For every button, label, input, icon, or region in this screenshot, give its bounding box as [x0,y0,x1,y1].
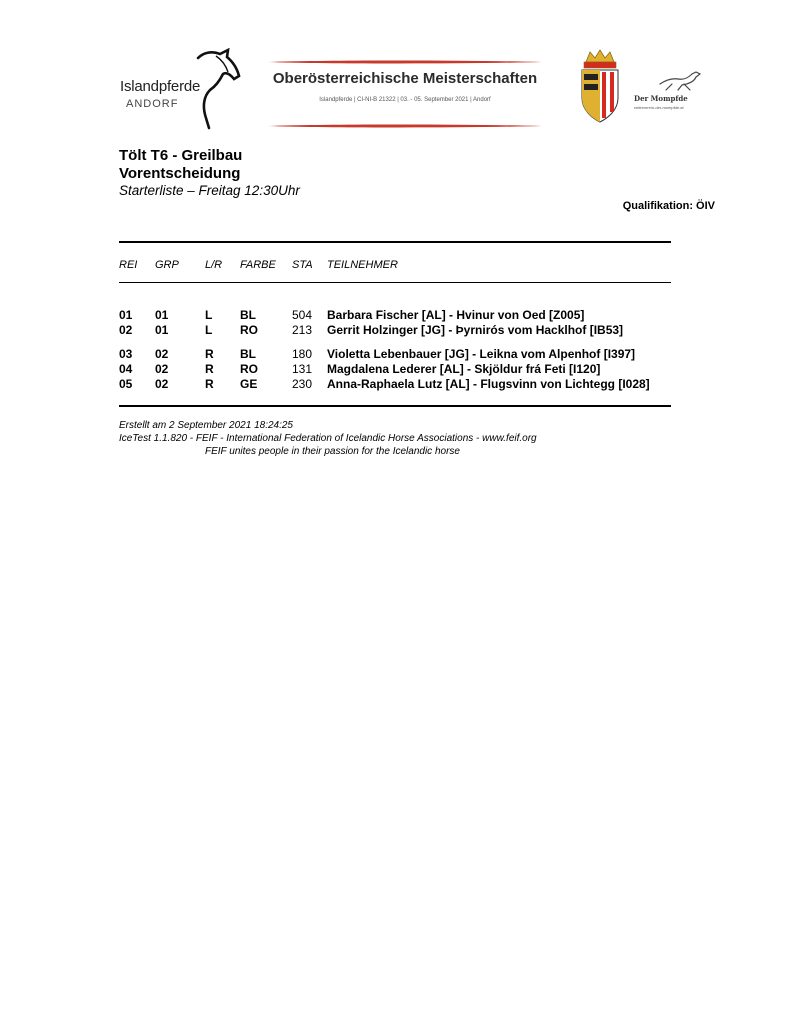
column-header-lr: L/R [205,259,223,271]
column-header-sta: STA [292,259,313,271]
qualification-label: Qualifikation: ÖIV [622,200,715,212]
cell-rei: 04 [119,362,133,376]
cell-lr: L [205,323,213,337]
column-header-teilnehmer: TEILNEHMER [327,259,398,271]
divider-top [119,241,671,243]
cell-teilnehmer: Violetta Lebenbauer [JG] - Leikna vom Alpenhof [I397] [327,347,636,361]
islandpferde-andorf-logo [118,48,243,130]
divider-header [119,282,671,283]
cell-sta: 504 [292,308,313,322]
cell-rei: 02 [119,323,133,337]
table-row [0,347,791,361]
table-row [0,308,791,322]
cell-rei: 01 [119,308,133,322]
cell-teilnehmer: Magdalena Lederer [AL] - Skjöldur frá Feti [I120] [327,362,601,376]
cell-grp: 02 [155,347,169,361]
cell-sta: 131 [292,362,313,376]
banner-stripe-top [266,52,544,58]
logo-text-line2: ANDORF [126,98,179,110]
cell-farbe: BL [240,347,256,361]
cell-rei: 05 [119,377,133,391]
column-header-rei: REI [119,259,138,271]
cell-farbe: RO [240,362,258,376]
cell-farbe: GE [240,377,258,391]
banner-stripe-bottom [266,116,544,122]
cell-teilnehmer: Barbara Fischer [AL] - Hvinur von Oed [Z005] [327,308,585,322]
cell-sta: 213 [292,323,313,337]
software-credit: IceTest 1.1.820 - FEIF - International Federation of Icelandic Horse Associations - www.feif.org [119,433,537,444]
table-row [0,362,791,376]
cell-grp: 01 [155,308,169,322]
column-header-grp: GRP [155,259,179,271]
banner-subtitle: Islandpferde | CI-NI-B 21322 | 03. - 05. September 2021 | Andorf [319,97,491,103]
cell-farbe: RO [240,323,258,337]
divider-bottom [119,405,671,407]
table-header [0,259,791,273]
logo-text-line1: Islandpferde [120,78,201,95]
cell-sta: 180 [292,347,313,361]
cell-lr: R [205,377,214,391]
created-timestamp: Erstellt am 2 September 2021 18:24:25 [119,420,293,431]
running-horse-icon [658,68,702,92]
horse-head-icon [196,48,242,130]
cell-lr: L [205,308,213,322]
cell-grp: 01 [155,323,169,337]
championship-banner [266,52,544,124]
start-info: Starterliste – Freitag 12:30Uhr [119,183,300,198]
table-row [0,323,791,337]
column-header-farbe: FARBE [240,259,276,271]
table-row [0,377,791,391]
banner-title: Oberösterreichische Meisterschaften [272,70,538,87]
upper-austria-coat-of-arms-icon [578,48,622,129]
cell-sta: 230 [292,377,313,391]
cell-teilnehmer: Anna-Raphaela Lutz [AL] - Flugsvinn von Lichtegg [I028] [327,377,650,391]
cell-lr: R [205,347,214,361]
discipline-title: Tölt T6 - Greilbau [119,147,243,164]
feif-slogan: FEIF unites people in their passion for the Icelandic horse [205,446,460,457]
cell-grp: 02 [155,362,169,376]
right-logo-title: Der Mompfde [634,94,688,103]
der-mompfde-logo [628,68,704,114]
cell-rei: 03 [119,347,133,361]
cell-lr: R [205,362,214,376]
cell-farbe: BL [240,308,256,322]
right-logo-url: reiterverein-der-mompfde.at [634,105,684,110]
cell-grp: 02 [155,377,169,391]
round-title: Vorentscheidung [119,165,241,182]
cell-teilnehmer: Gerrit Holzinger [JG] - Þyrnirós vom Hacklhof [IB53] [327,323,624,337]
